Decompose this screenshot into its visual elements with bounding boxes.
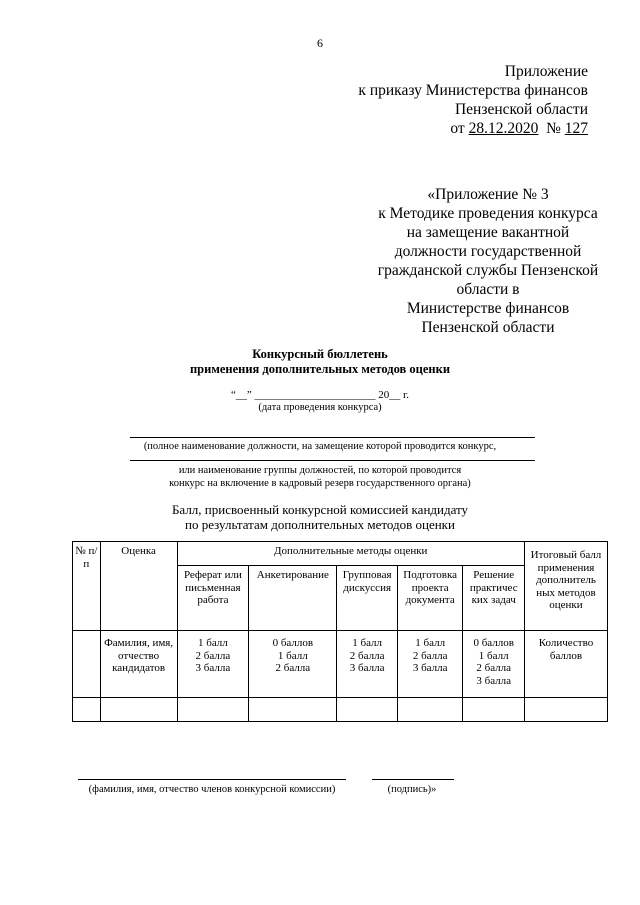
empty-cell (249, 698, 337, 722)
position-line-2 (130, 460, 535, 461)
annex-line: к Методике проведения конкурса (378, 205, 598, 222)
contest-date-line: “__” ______________________ 20__ г. (230, 389, 410, 401)
position-caption-3: конкурс на включение в кадровый резерв государственного органа) (169, 478, 471, 489)
header-total: Итоговый балл применения дополнитель ных методов оценки (524, 542, 607, 631)
method-header: Решение практичес ких задач (463, 566, 524, 631)
annex-line: области в (456, 281, 520, 298)
row-total: Количество баллов (524, 631, 607, 698)
score-cell (397, 631, 463, 698)
annex-line: Пензенской области (421, 319, 555, 336)
table-row (73, 631, 608, 698)
score-cell (463, 631, 524, 698)
signature-line (372, 779, 454, 780)
score-option: 2 балла (275, 662, 311, 674)
annex-line: должности государственной (394, 243, 582, 260)
method-header: Подготовка проекта документа (397, 566, 463, 631)
annex-line: Министерстве финансов (406, 300, 570, 317)
contest-date-caption: (дата проведения конкурса) (258, 402, 382, 413)
score-option: 1 балл (415, 637, 446, 649)
score-heading-line-2: по результатам дополнительных методов оценки (185, 517, 455, 532)
score-heading (0, 502, 640, 532)
row-rating: Фамилия, имя, отчество кандидатов (100, 631, 177, 698)
title-line-2: применения дополнительных методов оценки (189, 362, 451, 376)
score-option: 2 балла (476, 662, 512, 674)
score-table (72, 541, 608, 722)
annex-line: на замещение вакантной (406, 224, 570, 241)
header-methods-group: Дополнительные методы оценки (177, 542, 524, 566)
members-signature-line (78, 779, 346, 780)
position-caption-2: или наименование группы должностей, по которой проводится (178, 465, 462, 476)
bulletin-title (0, 347, 640, 377)
approval-line-3: Пензенской области (454, 101, 588, 118)
annex-line: «Приложение № 3 (427, 186, 549, 203)
table-row (73, 698, 608, 722)
approval-block (358, 62, 588, 138)
order-date: 28.12.2020 (468, 120, 539, 137)
empty-cell (100, 698, 177, 722)
header-num: № п/п (73, 542, 101, 631)
score-cell (177, 631, 249, 698)
from-label: от (450, 120, 465, 137)
position-line-1 (130, 437, 535, 438)
empty-cell (524, 698, 607, 722)
score-option: 2 балла (195, 649, 231, 662)
score-heading-line-1: Балл, присвоенный конкурсной комиссией кандидату (171, 502, 469, 517)
score-option: 1 балл (478, 649, 509, 662)
empty-cell (73, 698, 101, 722)
signature-caption: (подпись)» (387, 784, 437, 795)
title-line-1: Конкурсный бюллетень (252, 347, 388, 361)
score-cell (337, 631, 397, 698)
row-num (73, 631, 101, 698)
score-option: 3 балла (349, 662, 385, 674)
number-label: № (546, 120, 561, 137)
annex-block (340, 185, 636, 337)
approval-line-4 (358, 119, 588, 138)
score-option: 3 балла (476, 674, 512, 687)
score-option: 1 балл (277, 649, 308, 662)
score-cell (249, 631, 337, 698)
score-option: 0 баллов (473, 637, 514, 649)
empty-cell (337, 698, 397, 722)
method-header: Реферат или письменная работа (177, 566, 249, 631)
order-number: 127 (564, 120, 588, 137)
method-header: Анкетирование (249, 566, 337, 631)
page-number: 6 (317, 36, 323, 50)
score-option: 3 балла (195, 662, 231, 674)
method-header: Групповая дискуссия (337, 566, 397, 631)
score-option: 1 балл (352, 637, 383, 649)
position-caption-1: (полное наименование должности, на замещение которой проводится конкурс, (143, 441, 497, 452)
empty-cell (177, 698, 249, 722)
empty-cell (463, 698, 524, 722)
approval-line-2: к приказу Министерства финансов (358, 82, 588, 99)
score-option: 2 балла (412, 649, 448, 662)
header-rating: Оценка (100, 542, 177, 631)
score-option: 0 баллов (272, 637, 314, 649)
annex-line: гражданской службы Пензенской (377, 262, 599, 279)
score-option: 3 балла (412, 662, 448, 674)
score-option: 2 балла (349, 649, 385, 662)
approval-line-1: Приложение (504, 63, 588, 80)
members-caption: (фамилия, имя, отчество членов конкурсной комиссии) (88, 784, 336, 795)
empty-cell (397, 698, 463, 722)
score-option: 1 балл (197, 637, 228, 649)
